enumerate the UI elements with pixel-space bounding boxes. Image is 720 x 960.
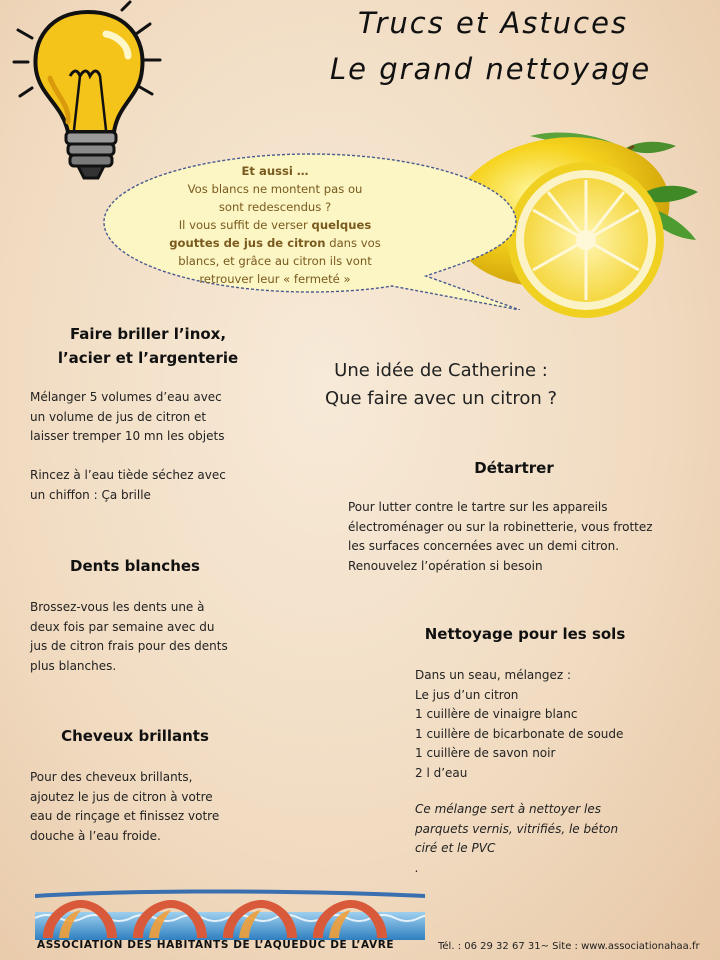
text-line: douche à l’eau froide. [30, 828, 161, 843]
page-title-line1: Trucs et Astuces [358, 6, 629, 40]
section-text-detartrer [348, 498, 654, 576]
bubble-line: sont redescendus ? [218, 200, 332, 214]
text-line: Le jus d’un citron [415, 687, 519, 702]
text-line: 1 cuillère de vinaigre blanc [415, 707, 578, 721]
text-line: 1 cuillère de savon noir [415, 746, 556, 760]
text-line: Pour lutter contre le tartre sur les appareils [348, 500, 608, 514]
text-line: plus blanches. [30, 658, 117, 673]
text-line: eau de rinçage et finissez votre [30, 809, 220, 823]
text-line: Rincez à l’eau tiède séchez avec [30, 468, 226, 482]
bubble-line-part: Il vous suffit de verser [178, 218, 312, 232]
text-line: Mélanger 5 volumes d’eau avec [30, 390, 222, 404]
text-line: Dans un seau, mélangez : [415, 668, 572, 682]
bubble-line: Vos blancs ne montent pas ou [187, 182, 363, 196]
association-name: ASSOCIATION DES HABITANTS DE L’AQUEDUC DE L’AVRE [37, 939, 395, 951]
text-line: jus de citron frais pour des dents [30, 639, 228, 653]
section-title-dents: Dents blanches [70, 557, 200, 575]
text-line: ciré et le PVC [415, 841, 496, 855]
text-line: . [415, 860, 419, 875]
section-title-detartrer: Détartrer [474, 459, 554, 477]
section-text-inox-rinse [30, 466, 244, 505]
bubble-line: retrouver leur « fermeté » [199, 272, 351, 286]
bubble-line-part: dans vos [325, 236, 381, 250]
text-line: électroménager ou sur la robinetterie, vous frottez [348, 519, 653, 534]
section-note-sols [415, 800, 653, 878]
subtitle [306, 357, 576, 413]
text-line: Renouvelez l’opération si besoin [348, 558, 543, 573]
text-line: les surfaces concernées avec un demi citron. [348, 539, 620, 553]
text-line: 2 l d’eau [415, 765, 468, 780]
text-line: Ce mélange sert à nettoyer les [415, 802, 601, 816]
bubble-heading: Et aussi … [241, 164, 309, 178]
bubble-text [150, 162, 400, 288]
bubble-line-bold: quelques [311, 218, 372, 232]
subtitle-line: Que faire avec un citron ? [324, 388, 558, 409]
section-title-cheveux: Cheveux brillants [61, 727, 209, 745]
subtitle-line: Une idée de Catherine : [334, 360, 548, 381]
text-line: un chiffon : Ça brille [30, 487, 151, 502]
section-title-line: Faire briller l’inox, [69, 325, 227, 343]
text-line: ajoutez le jus de citron à votre [30, 789, 213, 804]
section-text-dents [30, 598, 244, 676]
section-title-line: l’acier et l’argenterie [57, 349, 239, 367]
bubble-line: blancs, et grâce au citron ils vont [178, 254, 372, 268]
text-line: deux fois par semaine avec du [30, 619, 215, 634]
text-line: Pour des cheveux brillants, [30, 770, 193, 784]
section-title-sols: Nettoyage pour les sols [424, 625, 626, 643]
text-line: parquets vernis, vitrifiés, le béton [415, 821, 619, 836]
bubble-line [150, 216, 400, 234]
text-line: laisser tremper 10 mn les objets [30, 429, 225, 443]
section-title-inox [28, 322, 268, 370]
text-line: Brossez-vous les dents une à [30, 600, 205, 614]
bubble-line-bold: gouttes de jus de citron [169, 236, 326, 250]
contact-info: Tél. : 06 29 32 67 31~ Site : www.associationahaa.fr [438, 941, 700, 952]
section-text-sols [415, 666, 655, 783]
page-title-line2: Le grand nettoyage [330, 52, 652, 86]
bubble-line [150, 234, 400, 252]
section-text-inox [30, 388, 244, 447]
text-line: un volume de jus de citron et [30, 409, 207, 424]
text-line: 1 cuillère de bicarbonate de soude [415, 726, 624, 741]
section-text-cheveux [30, 768, 244, 846]
